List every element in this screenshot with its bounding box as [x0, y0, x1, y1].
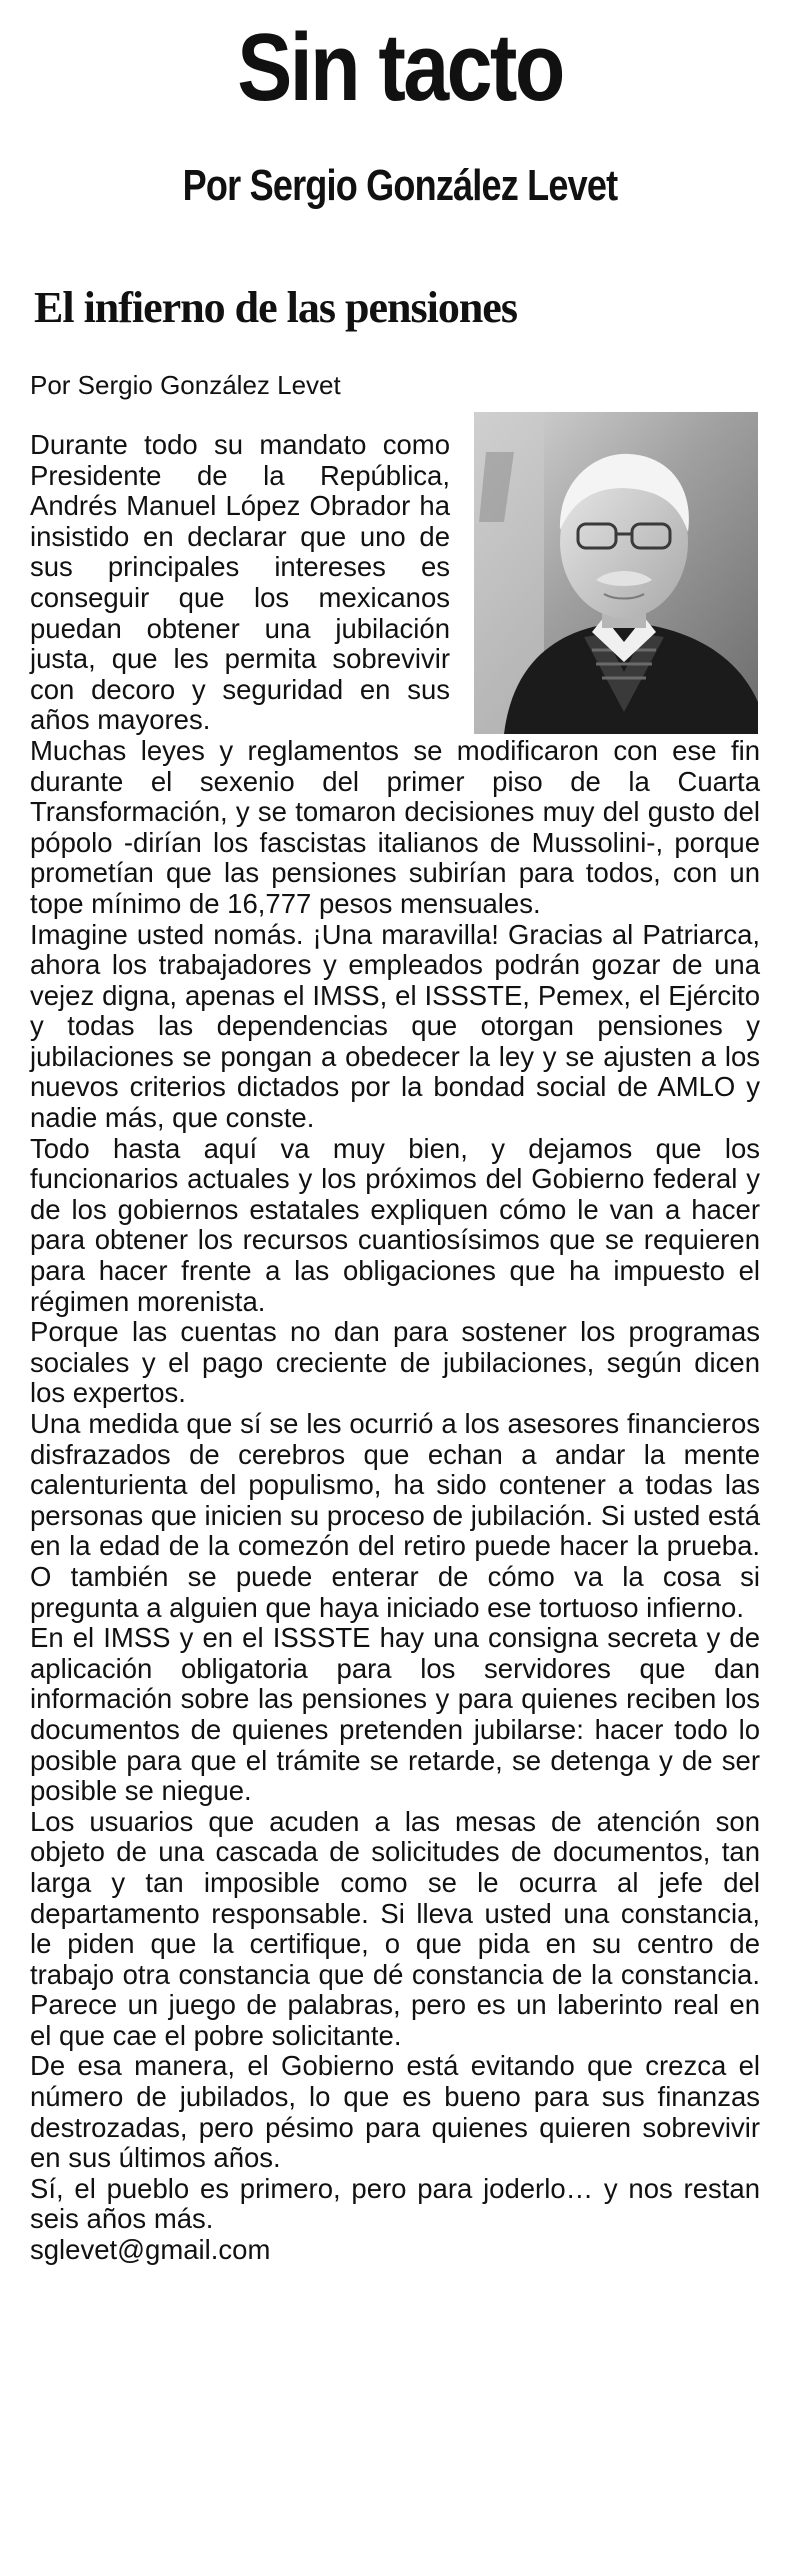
paragraph: Porque las cuentas no dan para sostener los programas sociales y el pago creciente de jubilaciones, según dicen los expertos.	[30, 1316, 760, 1409]
column-title: Sin tacto	[237, 14, 563, 121]
paragraph: Una medida que sí se les ocurrió a los asesores financieros disfrazados de cerebros que echan a andar la mente calenturienta del populismo, ha sido contener a todas las personas que inicien su proceso de jubilación. Si usted está en la edad de la comezón del retiro puede hacer la prueba. O también se puede enterar de cómo va la cosa si pregunta a alguien que haya iniciado ese tortuoso infierno.	[30, 1408, 760, 1623]
paragraph: Los usuarios que acuden a las mesas de atención son objeto de una cascada de solicitudes de documentos, tan larga y tan imposible como se le ocurra al jefe del departamento responsable. Si lleva usted una constancia, le piden que la certifique, o que pida en su centro de trabajo otra constancia que dé constancia de la constancia. Parece un juego de palabras, pero es un laberinto real en el que cae el pobre solicitante.	[30, 1805, 760, 2051]
paragraph: De esa manera, el Gobierno está evitando que crezca el número de jubilados, lo que es bueno para sus finanzas destrozadas, pero pésimo para quienes quieren sobrevivir en sus últimos años.	[30, 2050, 760, 2174]
article-body	[30, 430, 760, 2266]
paragraph: Sí, el pueblo es primero, pero para joderlo… y nos restan seis años más.	[30, 2172, 760, 2235]
paragraph: Durante todo su mandato como Presidente de la República, Andrés Manuel López Obrador ha insistido en declarar que uno de sus principales intereses es conseguir que los mexicanos puedan obtener una jubilación justa, que les permita sobrevivir con decoro y seguridad en sus años mayores.	[30, 429, 450, 736]
paragraph: Imagine usted nomás. ¡Una maravilla! Gracias al Patriarca, ahora los trabajadores y empleados podrán gozar de una vejez digna, apenas el IMSS, el ISSSTE, Pemex, el Ejército y todas las dependencias que otorgan pensiones y jubilaciones se pongan a obedecer la ley y se ajusten a los nuevos criterios dictados por la bondad social de AMLO y nadie más, que conste.	[30, 918, 760, 1134]
paragraph: Todo hasta aquí va muy bien, y dejamos que los funcionarios actuales y los próximos del Gobierno federal y de los gobiernos estatales expliquen cómo le van a hacer para obtener los recursos cuantiosísimos que se requieren para hacer frente a las obligaciones que ha impuesto el régimen morenista.	[30, 1132, 760, 1317]
author-email-link[interactable]: sglevet@gmail.com	[30, 2234, 271, 2266]
author-line: Por Sergio González Levet	[30, 370, 341, 400]
paragraph: En el IMSS y en el ISSSTE hay una consigna secreta y de aplicación obligatoria para los servidores que dan información sobre las pensiones y para quienes reciben los documentos de quienes pretenden jubilarse: hacer todo lo posible para que el trámite se retarde, se detenga y de ser posible se niegue.	[30, 1622, 760, 1807]
column-byline: Por Sergio González Levet	[182, 161, 618, 210]
paragraph: Muchas leyes y reglamentos se modificaron con ese fin durante el sexenio del primer piso de la Cuarta Transformación, y se tomaron decisiones muy del gusto del pópolo -dirían los fascistas italianos de Mussolini-, porque prometían que las pensiones subirían para todos, con un tope mínimo de 16,777 pesos mensuales.	[30, 734, 760, 919]
article-headline: El infierno de las pensiones	[34, 283, 517, 332]
